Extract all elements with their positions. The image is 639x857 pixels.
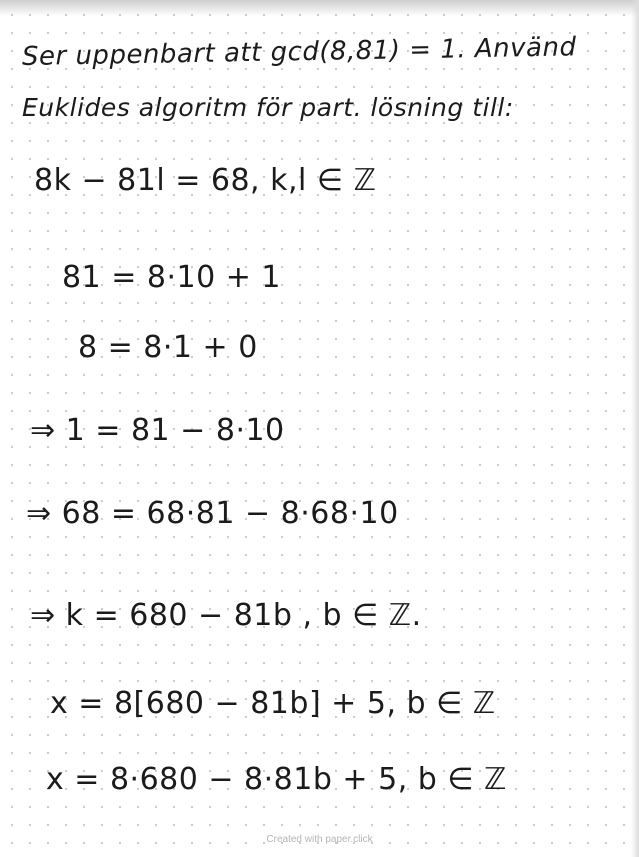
footer-credit: Created with paper.click bbox=[266, 834, 373, 845]
handwritten-line-general-k: ⇒ k = 680 − 81b , b ∈ ℤ. bbox=[30, 598, 422, 633]
page-edge bbox=[631, 0, 639, 857]
handwritten-line-scaled: ⇒ 68 = 68·81 − 8·68·10 bbox=[26, 496, 399, 531]
handwritten-line-x-expanded: x = 8·680 − 8·81b + 5, b ∈ ℤ bbox=[46, 762, 507, 797]
handwritten-line-euclid: Euklides algoritm för part. lösning till: bbox=[22, 93, 514, 122]
handwritten-line-x-bracket: x = 8[680 − 81b] + 5, b ∈ ℤ bbox=[50, 686, 496, 721]
top-shadow bbox=[0, 0, 639, 16]
handwritten-line-division-2: 8 = 8·1 + 0 bbox=[78, 330, 258, 365]
handwritten-line-intro: Ser uppenbart att gcd(8,81) = 1. Använd bbox=[21, 32, 577, 72]
handwritten-line-equation: 8k − 81l = 68, k,l ∈ ℤ bbox=[34, 163, 377, 198]
handwritten-line-back-substitution: ⇒ 1 = 81 − 8·10 bbox=[30, 413, 285, 448]
handwritten-line-division-1: 81 = 8·10 + 1 bbox=[62, 260, 281, 295]
